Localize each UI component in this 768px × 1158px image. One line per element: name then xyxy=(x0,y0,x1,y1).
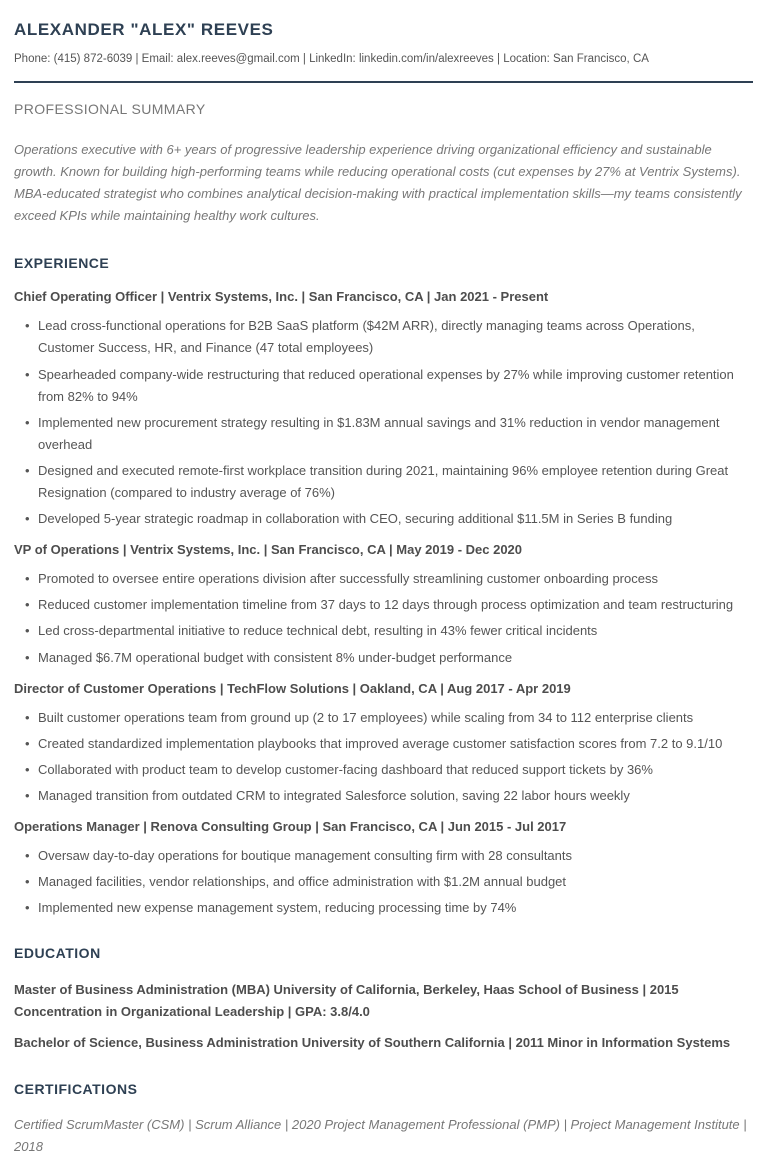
job-bullet: • Oversaw day-to-day operations for boutique management consulting firm with 28 consultants xyxy=(14,845,753,867)
section-heading-certifications: CERTIFICATIONS xyxy=(14,1080,138,1097)
job-bullet: • Developed 5-year strategic roadmap in collaboration with CEO, securing additional $11.5M in Series B funding xyxy=(14,508,753,530)
experience-section xyxy=(14,255,753,919)
job-bullet: • Built customer operations team from ground up (2 to 17 employees) while scaling from 34 to 112 enterprise clients xyxy=(14,707,753,729)
job-bullet: • Led cross-departmental initiative to reduce technical debt, resulting in 43% fewer critical incidents xyxy=(14,620,753,642)
job-bullet: • Collaborated with product team to develop customer-facing dashboard that reduced support tickets by 36% xyxy=(14,759,753,781)
job-bullets xyxy=(14,315,753,530)
job-entry xyxy=(14,681,753,807)
job-bullets xyxy=(14,845,753,919)
resume-name: ALEXANDER "ALEX" REEVES xyxy=(14,20,274,39)
job-bullets xyxy=(14,707,753,807)
job-bullet: • Designed and executed remote-first workplace transition during 2021, maintaining 96% employee retention during Great Resignation (compared to industry average of 76%) xyxy=(14,460,753,504)
job-entry xyxy=(14,289,753,530)
job-bullet: • Managed facilities, vendor relationships, and office administration with $1.2M annual budget xyxy=(14,871,753,893)
job-entry xyxy=(14,819,753,919)
certifications-text: Certified ScrumMaster (CSM) | Scrum Alliance | 2020 Project Management Professional (PMP) | Project Management Institute | 2018 xyxy=(14,1116,747,1154)
education-section xyxy=(14,945,753,1054)
education-entry: Bachelor of Science, Business Administration University of Southern California | 2011 Minor in Information Systems xyxy=(14,1035,731,1051)
certifications-section xyxy=(14,1081,753,1158)
section-heading-education: EDUCATION xyxy=(14,945,101,962)
job-entry xyxy=(14,542,753,668)
job-title: Director of Customer Operations | TechFlow Solutions | Oakland, CA | Aug 2017 - Apr 2019 xyxy=(14,680,571,696)
job-bullets xyxy=(14,568,753,668)
job-bullet: • Implemented new expense management system, reducing processing time by 74% xyxy=(14,897,753,919)
job-list xyxy=(14,289,753,919)
job-bullet: • Reduced customer implementation timeline from 37 days to 12 days through process optimization and team restructuring xyxy=(14,594,753,616)
summary-text: Operations executive with 6+ years of progressive leadership experience driving organizational efficiency and sustainable growth. Known for building high-performing teams while reducing operational costs (cut expenses by 27% at Ventrix Systems). MBA-educated strategist who combines analytical decision-making with practical implementation skills—my teams consistently exceed KPIs while maintaining healthy work cultures. xyxy=(14,142,742,224)
summary-section xyxy=(14,101,753,227)
job-bullet: • Promoted to oversee entire operations division after successfully streamlining customer onboarding process xyxy=(14,568,753,590)
education-entries xyxy=(14,979,753,1054)
job-bullet: • Spearheaded company-wide restructuring that reduced operational expenses by 27% while improving customer retention from 82% to 94% xyxy=(14,364,753,408)
section-heading-summary: PROFESSIONAL SUMMARY xyxy=(14,101,206,117)
job-title: Chief Operating Officer | Ventrix Systems, Inc. | San Francisco, CA | Jan 2021 - Present xyxy=(14,289,549,305)
header-divider xyxy=(14,81,753,83)
job-bullet: • Lead cross-functional operations for B2B SaaS platform ($42M ARR), directly managing teams across Operations, Customer Success, HR, and Finance (47 total employees) xyxy=(14,315,753,359)
job-title: Operations Manager | Renova Consulting Group | San Francisco, CA | Jun 2015 - Jul 2017 xyxy=(14,818,567,834)
job-bullet: • Implemented new procurement strategy resulting in $1.83M annual savings and 31% reduction in vendor management overhead xyxy=(14,412,753,456)
job-bullet: • Created standardized implementation playbooks that improved average customer satisfaction scores from 7.2 to 9.1/10 xyxy=(14,733,753,755)
job-bullet: • Managed transition from outdated CRM to integrated Salesforce solution, saving 22 labor hours weekly xyxy=(14,785,753,807)
education-entry: Master of Business Administration (MBA) University of California, Berkeley, Haas School of Business | 2015 Concentration in Organizational Leadership | GPA: 3.8/4.0 xyxy=(14,982,679,1020)
section-heading-experience: EXPERIENCE xyxy=(14,255,110,272)
job-bullet: • Managed $6.7M operational budget with consistent 8% under-budget performance xyxy=(14,647,753,669)
job-title: VP of Operations | Ventrix Systems, Inc. | San Francisco, CA | May 2019 - Dec 2020 xyxy=(14,542,523,558)
contact-line: Phone: (415) 872-6039 | Email: alex.reeves@gmail.com | LinkedIn: linkedin.com/in/alexreeves | Location: San Francisco, CA xyxy=(14,53,649,65)
